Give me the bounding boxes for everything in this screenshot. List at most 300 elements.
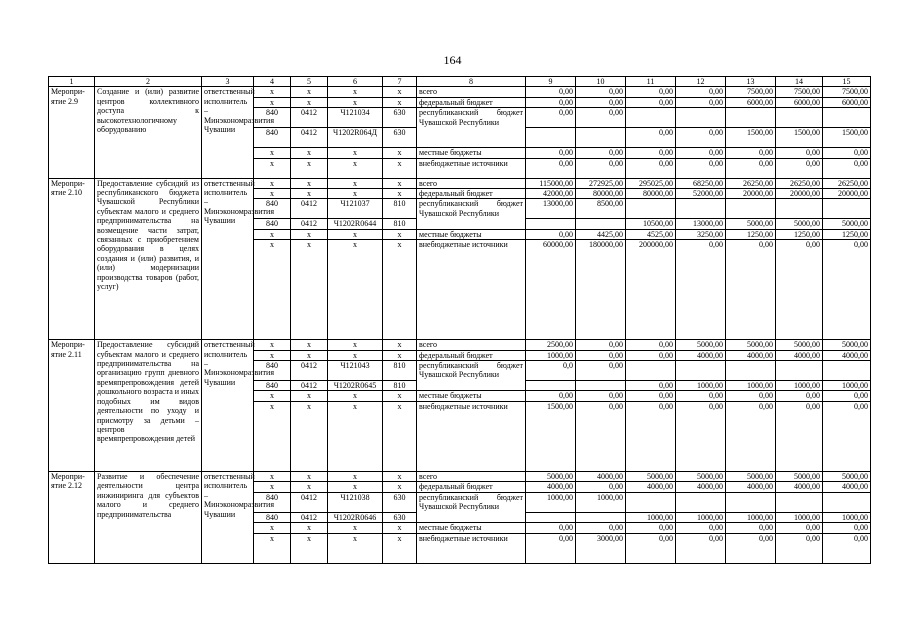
amount-cell: 0,00 bbox=[576, 158, 626, 178]
amount-cell: 4000,00 bbox=[626, 482, 676, 492]
funding-source-cell: всего bbox=[417, 178, 526, 188]
code-cell: x bbox=[291, 178, 328, 188]
code-cell: 840 bbox=[254, 512, 291, 522]
amount-cell: 0,00 bbox=[526, 523, 576, 533]
amount-cell: 3000,00 bbox=[576, 533, 626, 563]
target-article-cell: x bbox=[328, 471, 383, 481]
code-cell: x bbox=[383, 533, 417, 563]
amount-cell: 0,00 bbox=[726, 523, 776, 533]
amount-cell: 13000,00 bbox=[676, 219, 726, 229]
code-cell: 840 bbox=[254, 108, 291, 128]
amount-cell: 3250,00 bbox=[676, 229, 726, 239]
code-cell: 0412 bbox=[291, 512, 328, 522]
code-cell: x bbox=[291, 189, 328, 199]
amount-cell: 0,00 bbox=[576, 523, 626, 533]
code-cell: x bbox=[254, 401, 291, 471]
column-number: 14 bbox=[776, 77, 823, 87]
target-article-cell: x bbox=[328, 148, 383, 158]
amount-cell: 0,00 bbox=[776, 391, 823, 401]
column-number: 11 bbox=[626, 77, 676, 87]
code-cell: x bbox=[254, 482, 291, 492]
amount-cell: 0,00 bbox=[626, 148, 676, 158]
amount-cell bbox=[576, 512, 626, 522]
code-cell: 0412 bbox=[291, 199, 328, 219]
amount-cell: 295025,00 bbox=[626, 178, 676, 188]
funding-source-cell: федеральный бюджет bbox=[417, 482, 526, 492]
amount-cell: 0,00 bbox=[576, 350, 626, 360]
amount-cell: 0,00 bbox=[823, 401, 871, 471]
amount-cell bbox=[576, 381, 626, 391]
code-cell: x bbox=[383, 240, 417, 340]
target-article-cell: x bbox=[328, 87, 383, 97]
amount-cell: 2500,00 bbox=[526, 340, 576, 350]
amount-cell: 1000,00 bbox=[526, 492, 576, 512]
target-article-cell: x bbox=[328, 482, 383, 492]
amount-cell: 0,00 bbox=[676, 391, 726, 401]
amount-cell: 0,00 bbox=[676, 240, 726, 340]
amount-cell: 68250,00 bbox=[676, 178, 726, 188]
measure-title-cell: Предоставление субсидий из республиканского бюджета Чувашской Республики субъектам малого и среднего предпринимательства на возмещение части затрат, связанных с приобретением оборудования в целях создания и (или) развития, и (или) модернизации производства товаров (работ, услуг) bbox=[95, 178, 202, 340]
column-number-row bbox=[49, 77, 871, 87]
amount-cell: 5000,00 bbox=[823, 471, 871, 481]
funding-source-cell: федеральный бюджет bbox=[417, 97, 526, 107]
amount-cell: 1500,00 bbox=[526, 401, 576, 471]
executor-cell: ответственный исполнитель – Минэкономразвития Чувашии bbox=[202, 340, 254, 472]
funding-source-cell: республиканский бюджет Чувашской Республики bbox=[417, 199, 526, 229]
amount-cell: 0,00 bbox=[576, 87, 626, 97]
code-cell: 0412 bbox=[291, 492, 328, 512]
amount-cell: 7500,00 bbox=[776, 87, 823, 97]
amount-cell: 0,00 bbox=[576, 391, 626, 401]
event-cell: Меропри-ятие 2.10 bbox=[49, 178, 95, 340]
funding-source-cell: всего bbox=[417, 87, 526, 97]
amount-cell: 0,00 bbox=[823, 240, 871, 340]
amount-cell: 0,00 bbox=[726, 401, 776, 471]
target-article-cell: x bbox=[328, 401, 383, 471]
amount-cell bbox=[823, 199, 871, 219]
amount-cell: 0,00 bbox=[626, 340, 676, 350]
amount-cell: 1000,00 bbox=[823, 512, 871, 522]
amount-cell: 5000,00 bbox=[776, 471, 823, 481]
amount-cell bbox=[726, 361, 776, 381]
amount-cell: 0,00 bbox=[776, 148, 823, 158]
amount-cell: 6000,00 bbox=[823, 97, 871, 107]
code-cell: x bbox=[254, 97, 291, 107]
amount-cell: 4000,00 bbox=[676, 482, 726, 492]
amount-cell: 1000,00 bbox=[776, 381, 823, 391]
amount-cell: 0,00 bbox=[676, 148, 726, 158]
target-article-cell: Ч121038 bbox=[328, 492, 383, 512]
amount-cell: 0,00 bbox=[726, 158, 776, 178]
amount-cell bbox=[626, 361, 676, 381]
code-cell: x bbox=[383, 350, 417, 360]
amount-cell: 1250,00 bbox=[776, 229, 823, 239]
amount-cell: 4000,00 bbox=[776, 482, 823, 492]
code-cell: x bbox=[254, 229, 291, 239]
amount-cell: 0,00 bbox=[676, 87, 726, 97]
amount-cell: 0,00 bbox=[526, 87, 576, 97]
amount-cell: 1000,00 bbox=[526, 350, 576, 360]
amount-cell: 4000,00 bbox=[823, 482, 871, 492]
amount-cell: 5000,00 bbox=[776, 340, 823, 350]
table-row bbox=[49, 178, 871, 188]
funding-source-cell: всего bbox=[417, 471, 526, 481]
column-number: 15 bbox=[823, 77, 871, 87]
code-cell: x bbox=[254, 391, 291, 401]
amount-cell bbox=[776, 199, 823, 219]
amount-cell: 20000,00 bbox=[776, 189, 823, 199]
amount-cell: 1000,00 bbox=[626, 512, 676, 522]
amount-cell: 0,00 bbox=[726, 391, 776, 401]
amount-cell bbox=[526, 128, 576, 148]
code-cell: 840 bbox=[254, 199, 291, 219]
amount-cell: 0,00 bbox=[823, 523, 871, 533]
code-cell: 810 bbox=[383, 361, 417, 381]
amount-cell: 26250,00 bbox=[726, 178, 776, 188]
amount-cell: 1500,00 bbox=[776, 128, 823, 148]
code-cell: x bbox=[383, 158, 417, 178]
code-cell: x bbox=[291, 350, 328, 360]
amount-cell: 0,00 bbox=[626, 87, 676, 97]
amount-cell: 0,00 bbox=[676, 128, 726, 148]
target-article-cell: Ч1202R0646 bbox=[328, 512, 383, 522]
amount-cell: 0,00 bbox=[576, 482, 626, 492]
amount-cell: 0,00 bbox=[626, 158, 676, 178]
code-cell: x bbox=[383, 471, 417, 481]
amount-cell bbox=[576, 128, 626, 148]
amount-cell: 0,00 bbox=[823, 158, 871, 178]
amount-cell: 0,00 bbox=[776, 240, 823, 340]
code-cell: x bbox=[291, 340, 328, 350]
code-cell: 840 bbox=[254, 219, 291, 229]
amount-cell: 4000,00 bbox=[576, 471, 626, 481]
code-cell: x bbox=[291, 97, 328, 107]
amount-cell: 0,00 bbox=[526, 158, 576, 178]
code-cell: 0412 bbox=[291, 361, 328, 381]
code-cell: 0412 bbox=[291, 128, 328, 148]
code-cell: x bbox=[254, 178, 291, 188]
amount-cell bbox=[776, 361, 823, 381]
amount-cell bbox=[626, 492, 676, 512]
code-cell: x bbox=[254, 523, 291, 533]
target-article-cell: x bbox=[328, 533, 383, 563]
column-number: 4 bbox=[254, 77, 291, 87]
code-cell: x bbox=[291, 401, 328, 471]
amount-cell: 0,00 bbox=[626, 401, 676, 471]
target-article-cell: Ч121034 bbox=[328, 108, 383, 128]
code-cell: x bbox=[291, 391, 328, 401]
table-row bbox=[49, 471, 871, 481]
code-cell: x bbox=[291, 523, 328, 533]
amount-cell: 0,00 bbox=[726, 240, 776, 340]
amount-cell: 0,00 bbox=[576, 148, 626, 158]
code-cell: x bbox=[383, 482, 417, 492]
amount-cell: 0,00 bbox=[676, 533, 726, 563]
funding-source-cell: республиканский бюджет Чувашской Республики bbox=[417, 108, 526, 148]
column-number: 9 bbox=[526, 77, 576, 87]
target-article-cell: x bbox=[328, 340, 383, 350]
code-cell: 630 bbox=[383, 108, 417, 128]
amount-cell: 5000,00 bbox=[676, 340, 726, 350]
target-article-cell: x bbox=[328, 189, 383, 199]
funding-source-cell: внебюджетные источники bbox=[417, 158, 526, 178]
amount-cell: 0,00 bbox=[526, 533, 576, 563]
target-article-cell: x bbox=[328, 158, 383, 178]
amount-cell bbox=[823, 108, 871, 128]
code-cell: x bbox=[291, 482, 328, 492]
amount-cell: 0,00 bbox=[776, 533, 823, 563]
code-cell: x bbox=[291, 471, 328, 481]
amount-cell: 0,00 bbox=[526, 391, 576, 401]
amount-cell: 4000,00 bbox=[823, 350, 871, 360]
code-cell: x bbox=[254, 189, 291, 199]
amount-cell: 8500,00 bbox=[576, 199, 626, 219]
amount-cell: 1000,00 bbox=[823, 381, 871, 391]
amount-cell bbox=[676, 361, 726, 381]
amount-cell: 0,00 bbox=[576, 97, 626, 107]
funding-source-cell: внебюджетные источники bbox=[417, 533, 526, 563]
code-cell: x bbox=[254, 340, 291, 350]
amount-cell: 0,00 bbox=[576, 340, 626, 350]
code-cell: x bbox=[291, 87, 328, 97]
code-cell: x bbox=[291, 229, 328, 239]
code-cell: x bbox=[383, 340, 417, 350]
column-number: 10 bbox=[576, 77, 626, 87]
code-cell: x bbox=[291, 148, 328, 158]
amount-cell bbox=[526, 381, 576, 391]
column-number: 7 bbox=[383, 77, 417, 87]
code-cell: x bbox=[254, 148, 291, 158]
target-article-cell: x bbox=[328, 350, 383, 360]
amount-cell: 26250,00 bbox=[823, 178, 871, 188]
funding-source-cell: федеральный бюджет bbox=[417, 350, 526, 360]
amount-cell: 0,00 bbox=[676, 158, 726, 178]
amount-cell bbox=[776, 492, 823, 512]
code-cell: 840 bbox=[254, 128, 291, 148]
amount-cell bbox=[676, 492, 726, 512]
amount-cell: 1500,00 bbox=[823, 128, 871, 148]
amount-cell: 0,00 bbox=[823, 391, 871, 401]
amount-cell: 20000,00 bbox=[726, 189, 776, 199]
budget-table bbox=[48, 76, 871, 564]
amount-cell: 0,00 bbox=[823, 148, 871, 158]
column-number: 3 bbox=[202, 77, 254, 87]
amount-cell: 0,00 bbox=[676, 523, 726, 533]
amount-cell: 0,00 bbox=[776, 401, 823, 471]
amount-cell: 5000,00 bbox=[526, 471, 576, 481]
code-cell: x bbox=[254, 158, 291, 178]
code-cell: x bbox=[254, 471, 291, 481]
amount-cell bbox=[676, 199, 726, 219]
amount-cell: 0,00 bbox=[776, 158, 823, 178]
amount-cell: 0,00 bbox=[726, 148, 776, 158]
amount-cell: 1500,00 bbox=[726, 128, 776, 148]
amount-cell: 80000,00 bbox=[576, 189, 626, 199]
column-number: 6 bbox=[328, 77, 383, 87]
target-article-cell: Ч121043 bbox=[328, 361, 383, 381]
amount-cell: 52000,00 bbox=[676, 189, 726, 199]
funding-source-cell: внебюджетные источники bbox=[417, 401, 526, 471]
code-cell: 0412 bbox=[291, 108, 328, 128]
table-row bbox=[49, 340, 871, 350]
column-number: 12 bbox=[676, 77, 726, 87]
code-cell: 810 bbox=[383, 199, 417, 219]
code-cell: x bbox=[383, 401, 417, 471]
amount-cell: 1000,00 bbox=[726, 512, 776, 522]
amount-cell: 0,00 bbox=[576, 401, 626, 471]
executor-cell: ответственный исполнитель – Минэкономразвития Чувашии bbox=[202, 87, 254, 178]
amount-cell: 0,00 bbox=[626, 381, 676, 391]
funding-source-cell: всего bbox=[417, 340, 526, 350]
amount-cell: 4525,00 bbox=[626, 229, 676, 239]
amount-cell: 1000,00 bbox=[726, 381, 776, 391]
code-cell: 840 bbox=[254, 492, 291, 512]
amount-cell: 5000,00 bbox=[776, 219, 823, 229]
column-number: 1 bbox=[49, 77, 95, 87]
amount-cell: 115000,00 bbox=[526, 178, 576, 188]
amount-cell bbox=[526, 219, 576, 229]
amount-cell: 4000,00 bbox=[726, 350, 776, 360]
amount-cell: 0,00 bbox=[626, 97, 676, 107]
amount-cell: 6000,00 bbox=[776, 97, 823, 107]
amount-cell: 5000,00 bbox=[726, 219, 776, 229]
code-cell: 840 bbox=[254, 361, 291, 381]
amount-cell: 4000,00 bbox=[676, 350, 726, 360]
amount-cell: 0,00 bbox=[676, 97, 726, 107]
amount-cell: 0,00 bbox=[626, 533, 676, 563]
amount-cell: 0,00 bbox=[626, 350, 676, 360]
code-cell: 840 bbox=[254, 381, 291, 391]
funding-source-cell: местные бюджеты bbox=[417, 391, 526, 401]
amount-cell: 5000,00 bbox=[823, 219, 871, 229]
amount-cell: 0,00 bbox=[576, 361, 626, 381]
amount-cell: 0,00 bbox=[576, 108, 626, 128]
code-cell: x bbox=[383, 391, 417, 401]
page-number: 164 bbox=[443, 53, 462, 67]
amount-cell: 5000,00 bbox=[726, 471, 776, 481]
funding-source-cell: федеральный бюджет bbox=[417, 189, 526, 199]
amount-cell: 1250,00 bbox=[726, 229, 776, 239]
code-cell: x bbox=[383, 229, 417, 239]
code-cell: 810 bbox=[383, 381, 417, 391]
amount-cell: 0,00 bbox=[676, 401, 726, 471]
amount-cell: 20000,00 bbox=[823, 189, 871, 199]
target-article-cell: x bbox=[328, 178, 383, 188]
amount-cell: 4000,00 bbox=[776, 350, 823, 360]
code-cell: 630 bbox=[383, 492, 417, 512]
amount-cell bbox=[726, 492, 776, 512]
amount-cell: 1000,00 bbox=[576, 492, 626, 512]
code-cell: x bbox=[254, 240, 291, 340]
amount-cell: 1000,00 bbox=[776, 512, 823, 522]
amount-cell: 4425,00 bbox=[576, 229, 626, 239]
executor-cell: ответственный исполнитель – Минэкономразвития Чувашии bbox=[202, 471, 254, 563]
amount-cell bbox=[726, 199, 776, 219]
target-article-cell: x bbox=[328, 229, 383, 239]
target-article-cell: x bbox=[328, 97, 383, 107]
target-article-cell: Ч121037 bbox=[328, 199, 383, 219]
column-number: 8 bbox=[417, 77, 526, 87]
amount-cell: 26250,00 bbox=[776, 178, 823, 188]
measure-title-cell: Развитие и обеспечение деятельности центра инжиниринга для субъектов малого и среднего предпринимательства bbox=[95, 471, 202, 563]
amount-cell: 0,00 bbox=[526, 148, 576, 158]
target-article-cell: Ч1202R064Д bbox=[328, 128, 383, 148]
code-cell: 630 bbox=[383, 512, 417, 522]
code-cell: x bbox=[291, 533, 328, 563]
amount-cell: 5000,00 bbox=[726, 340, 776, 350]
target-article-cell: x bbox=[328, 523, 383, 533]
code-cell: x bbox=[383, 148, 417, 158]
amount-cell: 0,0 bbox=[526, 361, 576, 381]
code-cell: 0412 bbox=[291, 219, 328, 229]
amount-cell: 5000,00 bbox=[676, 471, 726, 481]
amount-cell bbox=[776, 108, 823, 128]
event-cell: Меропри-ятие 2.12 bbox=[49, 471, 95, 563]
amount-cell: 80000,00 bbox=[626, 189, 676, 199]
funding-source-cell: республиканский бюджет Чувашской Республики bbox=[417, 492, 526, 522]
amount-cell: 5000,00 bbox=[823, 340, 871, 350]
funding-source-cell: местные бюджеты bbox=[417, 229, 526, 239]
amount-cell: 0,00 bbox=[626, 128, 676, 148]
code-cell: x bbox=[383, 523, 417, 533]
amount-cell: 0,00 bbox=[526, 108, 576, 128]
code-cell: x bbox=[254, 350, 291, 360]
amount-cell: 7500,00 bbox=[823, 87, 871, 97]
amount-cell: 0,00 bbox=[526, 229, 576, 239]
amount-cell: 60000,00 bbox=[526, 240, 576, 340]
amount-cell: 10500,00 bbox=[626, 219, 676, 229]
funding-source-cell: республиканский бюджет Чувашской Республики bbox=[417, 361, 526, 391]
amount-cell bbox=[526, 512, 576, 522]
amount-cell bbox=[626, 108, 676, 128]
code-cell: x bbox=[254, 87, 291, 97]
funding-source-cell: внебюджетные источники bbox=[417, 240, 526, 340]
amount-cell: 4000,00 bbox=[726, 482, 776, 492]
code-cell: 0412 bbox=[291, 381, 328, 391]
amount-cell: 42000,00 bbox=[526, 189, 576, 199]
amount-cell: 7500,00 bbox=[726, 87, 776, 97]
column-number: 13 bbox=[726, 77, 776, 87]
amount-cell: 180000,00 bbox=[576, 240, 626, 340]
amount-cell: 0,00 bbox=[776, 523, 823, 533]
code-cell: x bbox=[383, 178, 417, 188]
amount-cell: 1000,00 bbox=[676, 512, 726, 522]
measure-title-cell: Создание и (или) развитие центров коллективного доступа к высокотехнологичному оборудованию bbox=[95, 87, 202, 178]
amount-cell bbox=[823, 361, 871, 381]
amount-cell bbox=[726, 108, 776, 128]
amount-cell: 1000,00 bbox=[676, 381, 726, 391]
amount-cell: 1250,00 bbox=[823, 229, 871, 239]
amount-cell bbox=[576, 219, 626, 229]
amount-cell bbox=[823, 492, 871, 512]
amount-cell: 6000,00 bbox=[726, 97, 776, 107]
amount-cell: 13000,00 bbox=[526, 199, 576, 219]
code-cell: x bbox=[383, 97, 417, 107]
code-cell: 630 bbox=[383, 128, 417, 148]
event-cell: Меропри-ятие 2.9 bbox=[49, 87, 95, 178]
column-number: 2 bbox=[95, 77, 202, 87]
amount-cell: 0,00 bbox=[626, 391, 676, 401]
amount-cell: 5000,00 bbox=[626, 471, 676, 481]
amount-cell: 4000,00 bbox=[526, 482, 576, 492]
amount-cell: 0,00 bbox=[823, 533, 871, 563]
amount-cell bbox=[676, 108, 726, 128]
code-cell: x bbox=[291, 240, 328, 340]
amount-cell: 272925,00 bbox=[576, 178, 626, 188]
amount-cell bbox=[626, 199, 676, 219]
code-cell: x bbox=[383, 87, 417, 97]
target-article-cell: x bbox=[328, 391, 383, 401]
